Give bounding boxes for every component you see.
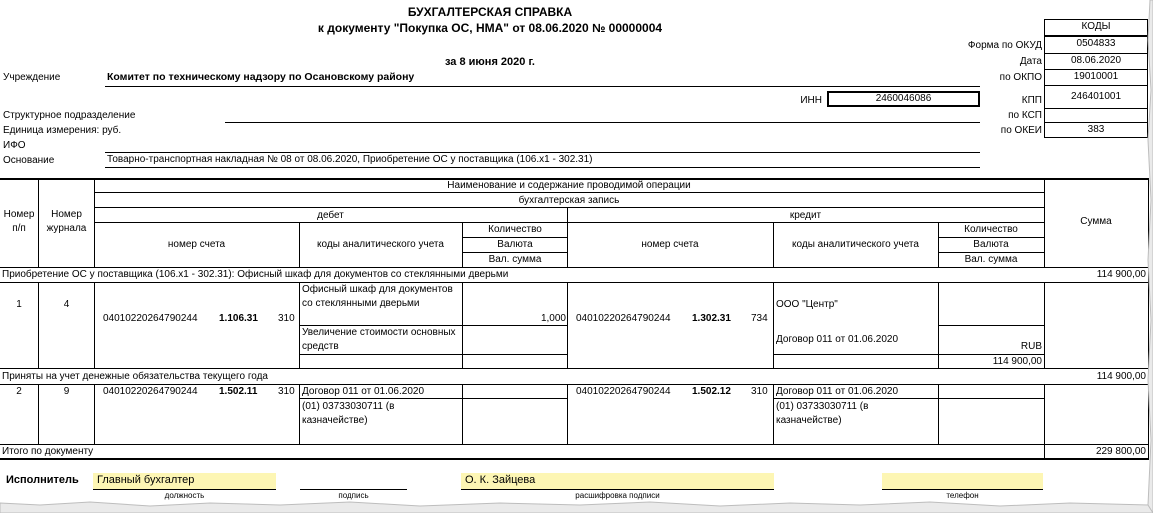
col-journal: Номер журнала (46, 209, 87, 234)
okei-value: 383 (1044, 122, 1148, 138)
ifo-label: ИФО (3, 140, 26, 151)
row1-credit-acc-code: 04010220264790244 (576, 313, 671, 324)
row1-debit-acc-kosgu: 310 (278, 313, 295, 324)
row1-credit-acc-main: 1.302.31 (692, 313, 731, 324)
date-value: 08.06.2020 (1044, 53, 1148, 70)
kpp-value: 246401001 (1044, 85, 1148, 109)
okei-label: по ОКЕИ (1000, 125, 1042, 136)
executor-position[interactable]: Главный бухгалтер (93, 473, 276, 489)
col-credit-cursum: Вал. сумма (964, 254, 1018, 265)
row1-credit-acc-kosgu: 734 (751, 313, 768, 324)
group2-title: Приняты на учет денежные обязательства текущего года (2, 371, 268, 382)
col-credit-analytic: коды аналитического учета (792, 239, 919, 250)
row2-credit-acc-main: 1.502.12 (692, 386, 731, 397)
group1-total: 114 900,00 (1096, 269, 1146, 280)
col-sum: Сумма (1080, 216, 1112, 227)
group2-total: 114 900,00 (1096, 371, 1146, 382)
executor-name[interactable]: О. К. Зайцева (461, 473, 774, 489)
doc-subtitle: к документу "Покупка ОС, НМА" от 08.06.2020 № 00000004 (317, 21, 663, 35)
col-credit-account: номер счета (641, 239, 699, 250)
row2-credit-analytic1: Договор 011 от 01.06.2020 (776, 386, 899, 397)
executor-label: Исполнитель (6, 474, 79, 486)
kpp-label: КПП (1021, 95, 1042, 106)
col-credit: кредит (789, 210, 822, 221)
total-label: Итого по документу (2, 446, 94, 457)
col-debit-currency: Валюта (497, 239, 533, 250)
basis-text: Товарно-транспортная накладная № 08 от 08.06.2020, Приобретение ОС у поставщика (106.х1 - 302.31) (107, 154, 593, 165)
row1-debit-qty: 1,000 (540, 313, 566, 324)
col-debit-qty: Количество (488, 224, 542, 235)
sign-caption: подпись (338, 491, 369, 500)
col-debit-cursum: Вал. сумма (488, 254, 542, 265)
subdivision-label: Структурное подразделение (3, 110, 136, 121)
doc-title: БУХГАЛТЕРСКАЯ СПРАВКА (407, 5, 573, 19)
total-value: 229 800,00 (1095, 446, 1146, 457)
row2-debit-acc-kosgu: 310 (278, 386, 295, 397)
row1-num: 1 (16, 299, 22, 310)
okpo-label: по ОКПО (999, 72, 1042, 83)
row2-credit-acc-code: 04010220264790244 (576, 386, 671, 397)
name-caption: расшифровка подписи (575, 491, 660, 500)
row1-credit-analytic2: Договор 011 от 01.06.2020 (776, 334, 899, 345)
executor-phone[interactable] (882, 473, 1043, 489)
row1-credit-cursum: 114 900,00 (992, 356, 1042, 367)
ksp-value (1044, 108, 1148, 123)
doc-date-line: за 8 июня 2020 г. (444, 56, 535, 68)
row2-credit-acc-kosgu: 310 (751, 386, 768, 397)
row2-debit-analytic1: Договор 011 от 01.06.2020 (302, 386, 425, 397)
okud-value: 0504833 (1044, 36, 1148, 54)
col-operation: Наименование и содержание проводимой операции (447, 180, 691, 191)
inn-value: 2460046086 (827, 91, 980, 107)
col-credit-qty: Количество (964, 224, 1018, 235)
group1-title: Приобретение ОС у поставщика (106.х1 - 302.31): Офисный шкаф для документов со стеклянными дверьми (2, 269, 509, 280)
row1-debit-analytic2: Увеличение стоимости основных средств (302, 327, 456, 352)
okud-label: Форма по ОКУД (967, 40, 1042, 51)
row1-journal: 4 (63, 299, 70, 310)
row1-debit-acc-code: 04010220264790244 (103, 313, 198, 324)
basis-label: Основание (3, 155, 55, 166)
institution-label: Учреждение (3, 72, 61, 83)
col-entry: бухгалтерская запись (518, 195, 620, 206)
row1-credit-analytic1: ООО "Центр" (776, 299, 838, 310)
col-debit-analytic: коды аналитического учета (317, 239, 444, 250)
row1-debit-analytic1: Офисный шкаф для документов со стеклянными дверьми (302, 284, 453, 309)
row2-num: 2 (16, 386, 22, 397)
position-caption: должность (164, 491, 205, 500)
row1-debit-acc-main: 1.106.31 (219, 313, 258, 324)
date-label: Дата (1019, 56, 1042, 67)
row2-debit-analytic2: (01) 03733030711 (в казначействе) (302, 401, 395, 426)
unit-label: Единица измерения: руб. (3, 125, 122, 136)
institution-name: Комитет по техническому надзору по Осановскому району (107, 71, 415, 83)
okpo-value: 19010001 (1044, 69, 1148, 86)
phone-caption: телефон (946, 491, 979, 500)
row2-journal: 9 (63, 386, 70, 397)
col-debit-account: номер счета (167, 239, 226, 250)
col-num: Номер п/п (3, 209, 35, 234)
row2-credit-analytic2: (01) 03733030711 (в казначействе) (776, 401, 869, 426)
ksp-label: по КСП (1008, 110, 1042, 121)
col-debit: дебет (317, 210, 344, 221)
row2-debit-acc-code: 04010220264790244 (103, 386, 198, 397)
col-credit-currency: Валюта (973, 239, 1009, 250)
row1-credit-currency: RUB (1020, 341, 1042, 352)
codes-header: КОДЫ (1044, 19, 1148, 36)
row2-debit-acc-main: 1.502.11 (219, 386, 258, 397)
inn-label: ИНН (800, 95, 822, 106)
